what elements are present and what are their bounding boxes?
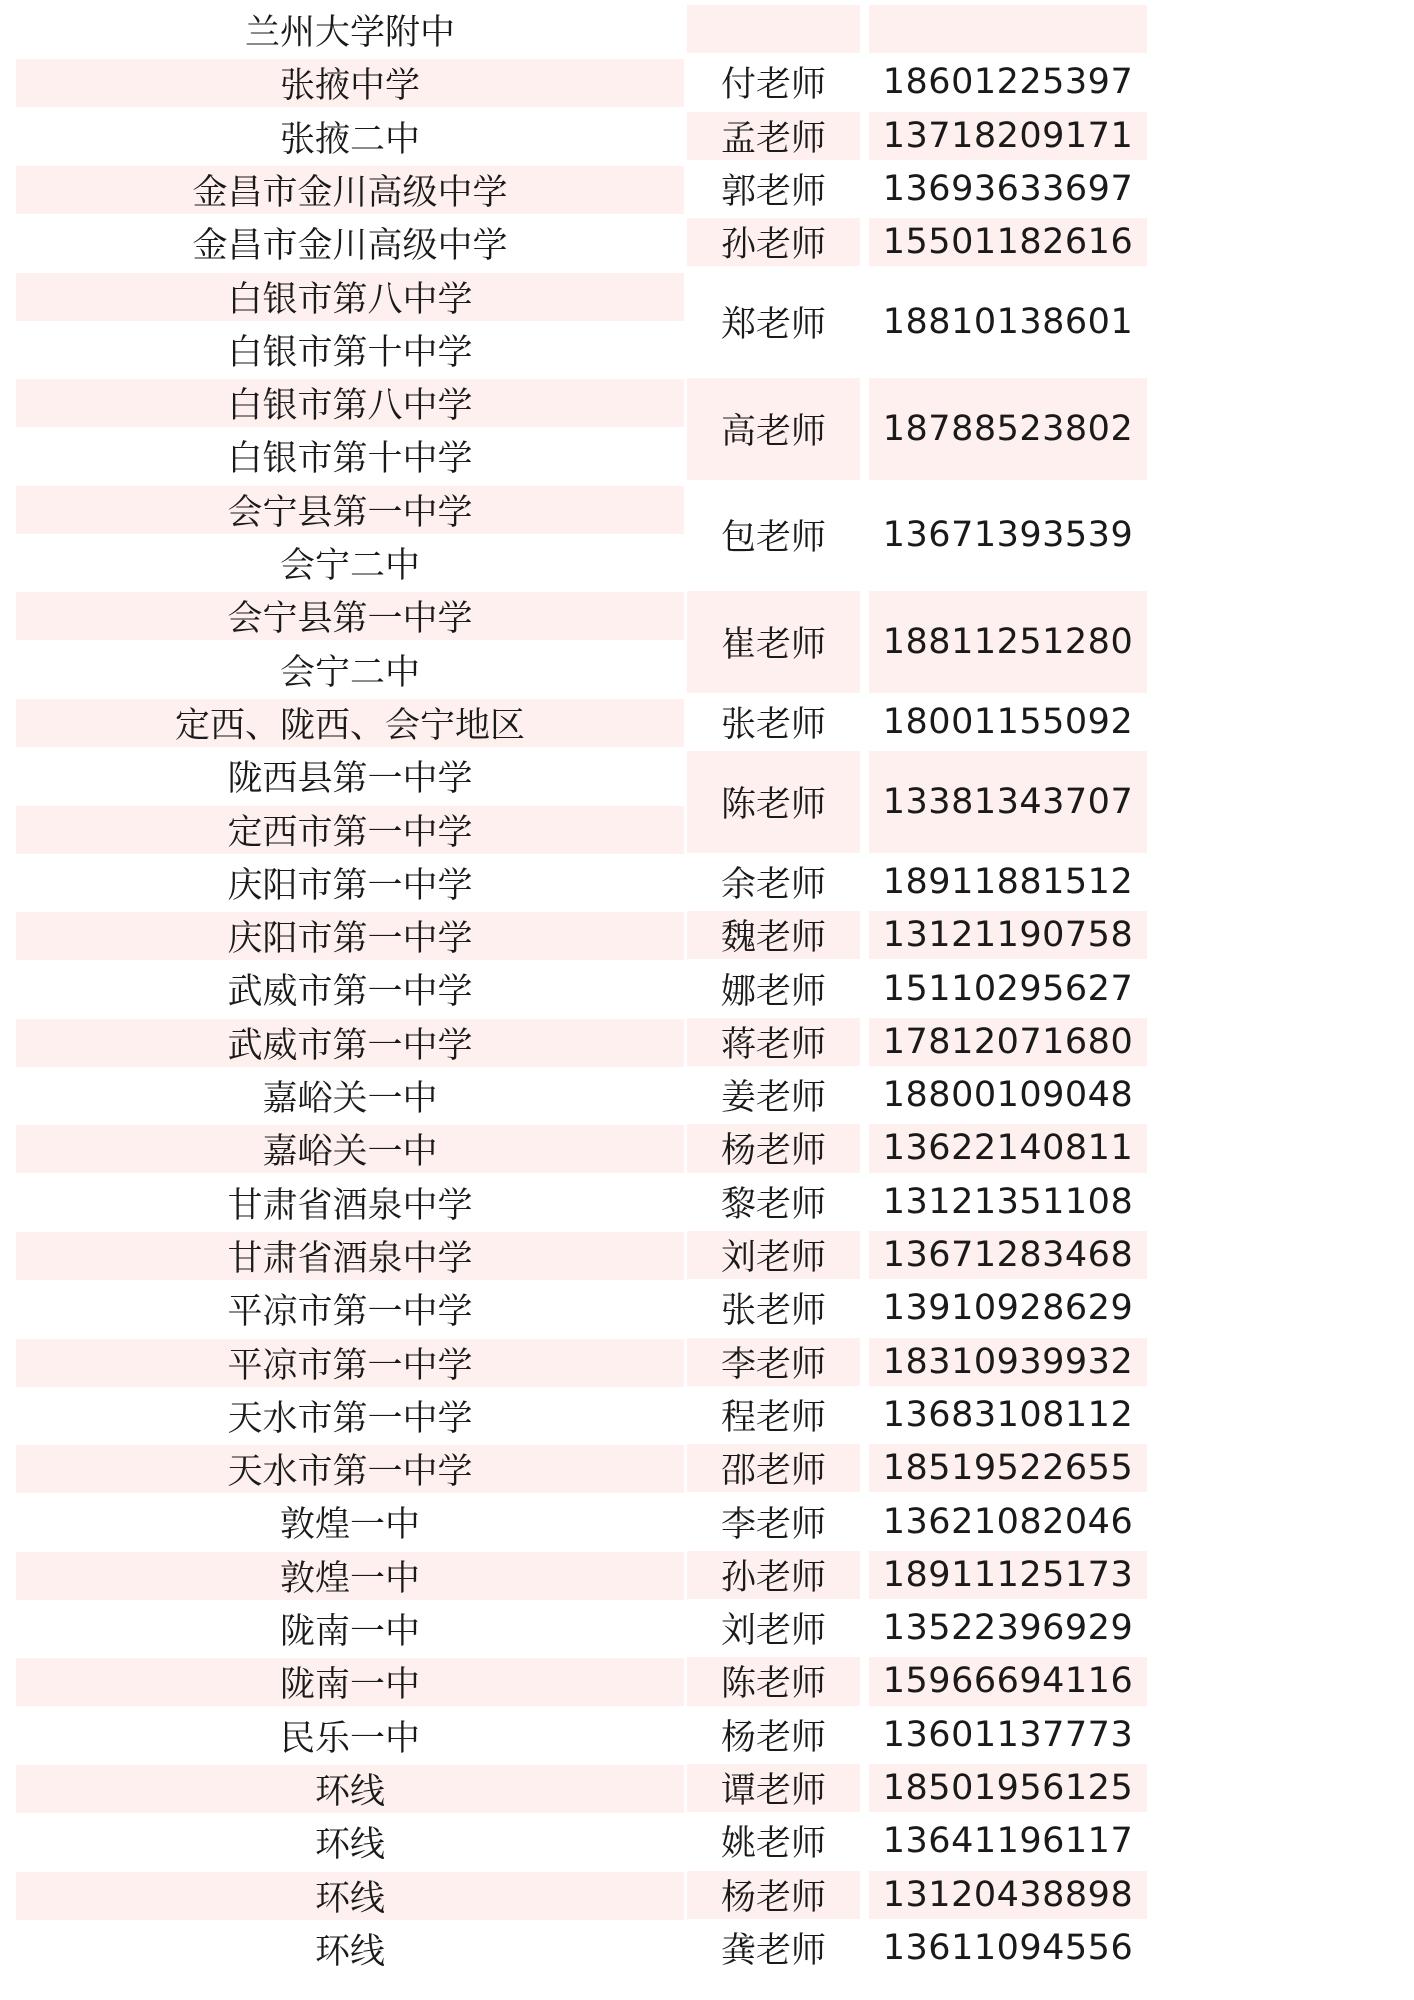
school-name: 平凉市第一中学 <box>16 1339 684 1387</box>
phone-number: 18810138601 <box>882 302 1134 343</box>
phone-number: 18501956125 <box>869 1764 1147 1812</box>
phone-number: 15110295627 <box>882 968 1134 1009</box>
phone-number: 13121351108 <box>882 1181 1134 1222</box>
school-name: 庆阳市第一中学 <box>16 912 684 960</box>
school-name: 陇南一中 <box>279 1612 420 1652</box>
school-name: 白银市第八中学 <box>16 273 684 321</box>
phone-number: 13611094556 <box>882 1927 1134 1968</box>
school-name: 张掖中学 <box>16 59 684 107</box>
school-name: 武威市第一中学 <box>16 1019 684 1067</box>
school-name: 白银市第十中学 <box>227 332 473 373</box>
teacher-name: 付老师 <box>720 65 826 106</box>
teacher-name: 高老师 <box>687 378 860 480</box>
phone-number: 13121190758 <box>869 911 1147 959</box>
phone-number: 18601225397 <box>882 62 1134 103</box>
school-name: 武威市第一中学 <box>227 972 473 1013</box>
school-name: 嘉峪关一中 <box>16 1125 684 1173</box>
school-name: 庆阳市第一中学 <box>227 865 473 906</box>
teacher-name: 陈老师 <box>687 751 860 853</box>
teacher-name: 杨老师 <box>687 1124 860 1172</box>
phone-number: 17812071680 <box>869 1018 1147 1066</box>
teacher-name: 邵老师 <box>687 1444 860 1492</box>
teacher-name: 谭老师 <box>687 1764 860 1812</box>
teacher-name: 李老师 <box>720 1504 826 1545</box>
phone-number: 18811251280 <box>869 591 1147 693</box>
teacher-name: 郭老师 <box>720 172 826 213</box>
school-name: 甘肃省酒泉中学 <box>227 1185 473 1226</box>
school-name: 金昌市金川高级中学 <box>192 226 508 267</box>
school-name: 会宁县第一中学 <box>16 592 684 640</box>
phone-number: 18788523802 <box>869 378 1147 480</box>
school-name: 环线 <box>16 1765 684 1813</box>
phone-number: 13910928629 <box>882 1288 1134 1329</box>
teacher-name <box>687 5 860 53</box>
teacher-name: 黎老师 <box>720 1184 826 1225</box>
teacher-name: 孙老师 <box>687 218 860 266</box>
teacher-name: 崔老师 <box>687 591 860 693</box>
phone-number <box>869 5 1147 53</box>
school-name: 定西市第一中学 <box>16 806 684 854</box>
school-name: 环线 <box>314 1931 385 1972</box>
phone-number: 18519522655 <box>869 1444 1147 1492</box>
phone-number: 13671283468 <box>869 1231 1147 1279</box>
school-name: 定西、陇西、会宁地区 <box>16 699 684 747</box>
phone-number: 13622140811 <box>869 1124 1147 1172</box>
teacher-name: 杨老师 <box>687 1871 860 1919</box>
school-name: 陇西县第一中学 <box>227 759 473 800</box>
phone-number: 13641196117 <box>882 1821 1134 1862</box>
teacher-name: 魏老师 <box>687 911 860 959</box>
teacher-name: 程老师 <box>720 1397 826 1438</box>
teacher-name: 陈老师 <box>687 1657 860 1705</box>
teacher-name: 孟老师 <box>687 112 860 160</box>
teacher-name: 刘老师 <box>687 1231 860 1279</box>
school-name: 白银市第十中学 <box>227 439 473 480</box>
phone-number: 13381343707 <box>869 751 1147 853</box>
teacher-name: 包老师 <box>720 518 826 559</box>
phone-number: 18800109048 <box>882 1075 1134 1116</box>
school-name: 兰州大学附中 <box>244 13 455 53</box>
school-name: 甘肃省酒泉中学 <box>16 1232 684 1280</box>
teacher-name: 孙老师 <box>687 1551 860 1599</box>
teacher-name: 李老师 <box>687 1338 860 1386</box>
teacher-name: 姚老师 <box>720 1824 826 1865</box>
school-name: 平凉市第一中学 <box>227 1292 473 1333</box>
school-name: 会宁县第一中学 <box>16 486 684 534</box>
school-name: 会宁二中 <box>279 652 420 693</box>
school-name: 嘉峪关一中 <box>262 1079 438 1119</box>
teacher-name: 张老师 <box>720 1291 826 1332</box>
teacher-name: 余老师 <box>720 864 826 905</box>
phone-number: 13718209171 <box>869 112 1147 160</box>
phone-number: 18310939932 <box>869 1338 1147 1386</box>
phone-number: 13601137773 <box>882 1714 1134 1755</box>
phone-number: 13683108112 <box>882 1394 1134 1435</box>
school-name: 天水市第一中学 <box>16 1445 684 1493</box>
teacher-name: 蒋老师 <box>687 1018 860 1066</box>
phone-number: 13522396929 <box>882 1608 1134 1649</box>
teacher-name: 张老师 <box>720 705 826 746</box>
phone-number: 18001155092 <box>882 702 1134 743</box>
school-name: 敦煌一中 <box>279 1505 420 1546</box>
phone-number: 13120438898 <box>869 1871 1147 1919</box>
phone-number: 13621082046 <box>882 1501 1134 1542</box>
phone-number: 15966694116 <box>869 1657 1147 1705</box>
school-name: 民乐一中 <box>279 1718 420 1759</box>
school-name: 白银市第八中学 <box>16 379 684 427</box>
school-name: 敦煌一中 <box>16 1552 684 1600</box>
school-name: 会宁二中 <box>279 546 420 586</box>
teacher-name: 娜老师 <box>720 971 826 1012</box>
phone-number: 13693633697 <box>882 169 1134 210</box>
school-name: 金昌市金川高级中学 <box>16 166 684 214</box>
phone-number: 15501182616 <box>869 218 1147 266</box>
teacher-name: 刘老师 <box>720 1611 826 1652</box>
school-name: 张掖二中 <box>279 119 420 160</box>
school-name: 环线 <box>314 1825 385 1866</box>
phone-number: 13671393539 <box>882 515 1134 556</box>
school-name: 环线 <box>16 1872 684 1920</box>
phone-number: 18911125173 <box>869 1551 1147 1599</box>
school-name: 陇南一中 <box>16 1658 684 1706</box>
teacher-name: 郑老师 <box>720 305 826 346</box>
teacher-name: 龚老师 <box>720 1930 826 1971</box>
phone-number: 18911881512 <box>882 861 1134 902</box>
teacher-name: 杨老师 <box>720 1717 826 1758</box>
teacher-name: 姜老师 <box>720 1078 826 1119</box>
school-name: 天水市第一中学 <box>227 1398 473 1439</box>
